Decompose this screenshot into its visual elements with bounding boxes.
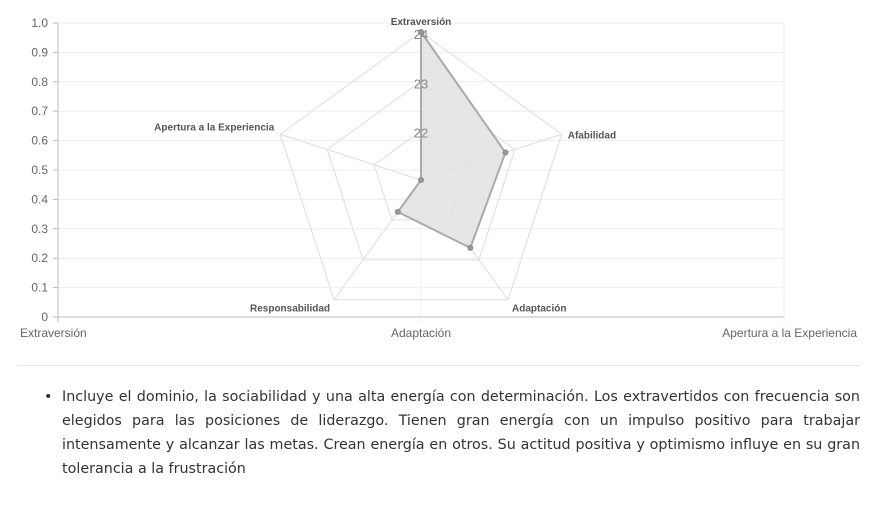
radar-point (395, 209, 400, 214)
y-tick-label: 0.3 (31, 221, 48, 236)
y-tick-label: 0 (41, 310, 48, 324)
section-divider (18, 365, 860, 366)
radar-axis-label: Adaptación (511, 303, 567, 315)
radial-tick-label: 23 (413, 76, 429, 92)
y-tick-label: 1.0 (31, 16, 48, 30)
radial-tick-label: 24 (413, 27, 429, 42)
radar-axis-label: Extraversión (390, 17, 452, 28)
y-tick-label: 0.4 (31, 192, 48, 207)
y-tick-label: 0.1 (31, 280, 48, 295)
y-tick-label: 0.2 (31, 251, 48, 266)
radar-point (503, 150, 508, 155)
radar-point (468, 245, 473, 250)
trait-description (44, 385, 860, 481)
bullet-icon: • (44, 389, 53, 405)
radar-axis-label: Responsabilidad (249, 303, 331, 315)
radar-point (419, 178, 424, 183)
y-tick-label: 0.7 (31, 104, 48, 119)
y-tick-label: 0.9 (31, 45, 48, 60)
radar-labels (154, 17, 616, 315)
description-item (44, 385, 860, 481)
y-tick-label: 0.6 (31, 133, 48, 148)
y-tick-label: 0.8 (31, 74, 48, 89)
radar-axis-label: Afabilidad (567, 130, 617, 142)
y-tick-label: 0.5 (31, 163, 48, 177)
x-tick-label: Apertura a la Experiencia (722, 326, 857, 340)
radar-axis-label: Apertura a la Experiencia (154, 122, 275, 134)
radial-tick-label: 22 (413, 125, 429, 141)
description-text: Incluye el dominio, la sociabilidad y una alta energía con determinación. Los extravertidos con frecuencia son elegidos para las posiciones de liderazgo. Tienen gran energía con un impulso positivo para trabajar intensamente y alcanzar las metas. Crean energía en otros. Su actitud positiva y optimismo influye en su gran tolerancia a la frustración (62, 389, 860, 477)
radar-series (395, 30, 508, 251)
x-tick-label: Extraversión (20, 326, 87, 340)
radar-spoke (280, 134, 421, 180)
x-tick-label: Adaptación (390, 326, 452, 340)
